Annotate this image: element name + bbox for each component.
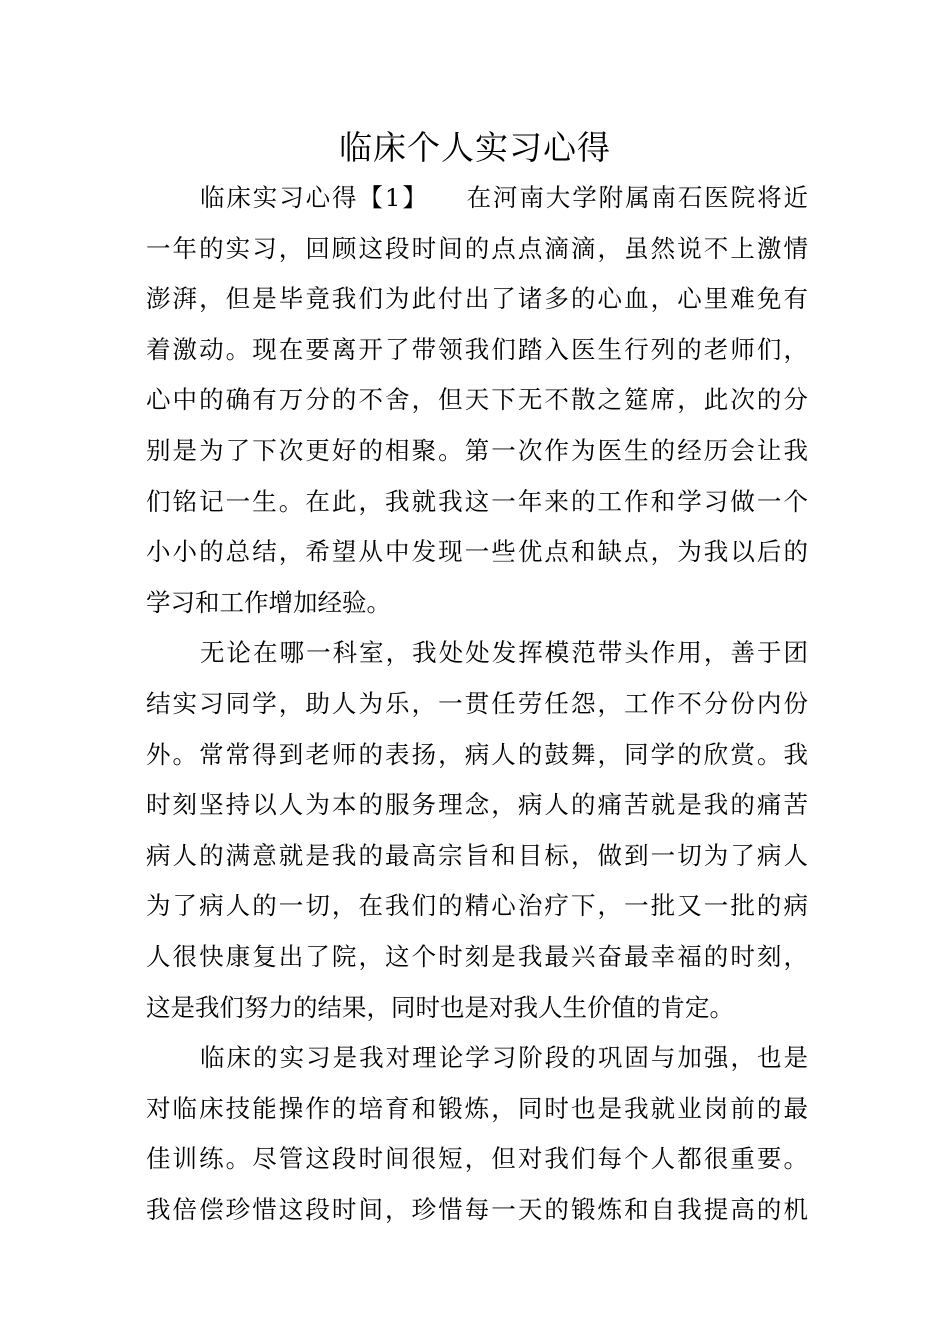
paragraph-1-line-1 xyxy=(146,173,808,224)
paragraph-2-line-8: 这是我们努力的结果，同时也是对我人生价值的肯定。 xyxy=(146,992,734,1022)
paragraph-2-line-4: 时刻坚持以人为本的服务理念，病人的痛苦就是我的痛苦 xyxy=(146,790,808,820)
paragraph-2-line-7: 人很快康复出了院，这个时刻是我最兴奋最幸福的时刻， xyxy=(146,941,808,971)
paragraph-2-line-2: 结实习同学，助人为乐，一贯任劳任怨，工作不分份内份 xyxy=(146,688,808,718)
paragraph-text: 在河南大学附属南石医院将近 xyxy=(464,183,808,212)
paragraph-2-line-6: 为了病人的一切，在我们的精心治疗下，一批又一批的病 xyxy=(146,891,808,921)
document-title: 临床个人实习心得 xyxy=(339,128,611,167)
paragraph-2-line-5: 病人的满意就是我的最高宗旨和目标，做到一切为了病人 xyxy=(146,840,808,870)
paragraph-1-line-7: 们铭记一生。在此，我就我这一年来的工作和学习做一个 xyxy=(146,486,808,516)
paragraph-3-line-2: 对临床技能操作的培育和锻炼，同时也是我就业岗前的最 xyxy=(146,1093,808,1123)
section-heading: 临床实习心得【1】 xyxy=(200,183,429,212)
paragraph-1-line-5: 心中的确有万分的不舍，但天下无不散之筵席，此次的分 xyxy=(146,385,808,415)
paragraph-1-line-6: 别是为了下次更好的相聚。第一次作为医生的经历会让我 xyxy=(146,435,808,465)
paragraph-2-line-1: 无论在哪一科室，我处处发挥模范带头作用，善于团 xyxy=(200,638,808,668)
document-body xyxy=(146,173,808,1235)
paragraph-1-line-2: 一年的实习，回顾这段时间的点点滴滴，虽然说不上激情 xyxy=(146,233,808,263)
paragraph-3-line-1: 临床的实习是我对理论学习阶段的巩固与加强，也是 xyxy=(200,1043,808,1073)
paragraph-1-line-3: 澎湃，但是毕竟我们为此付出了诸多的心血，心里难免有 xyxy=(146,284,808,314)
paragraph-2-line-3: 外。常常得到老师的表扬，病人的鼓舞，同学的欣赏。我 xyxy=(146,739,808,769)
paragraph-1-line-9: 学习和工作增加经验。 xyxy=(146,587,391,617)
paragraph-1-line-4: 着激动。现在要离开了带领我们踏入医生行列的老师们， xyxy=(146,334,808,364)
paragraph-1-line-8: 小小的总结，希望从中发现一些优点和缺点，为我以后的 xyxy=(146,537,808,567)
paragraph-3-line-4: 我倍偿珍惜这段时间，珍惜每一天的锻炼和自我提高的机 xyxy=(146,1194,808,1224)
paragraph-3-line-3: 佳训练。尽管这段时间很短，但对我们每个人都很重要。 xyxy=(146,1144,808,1174)
